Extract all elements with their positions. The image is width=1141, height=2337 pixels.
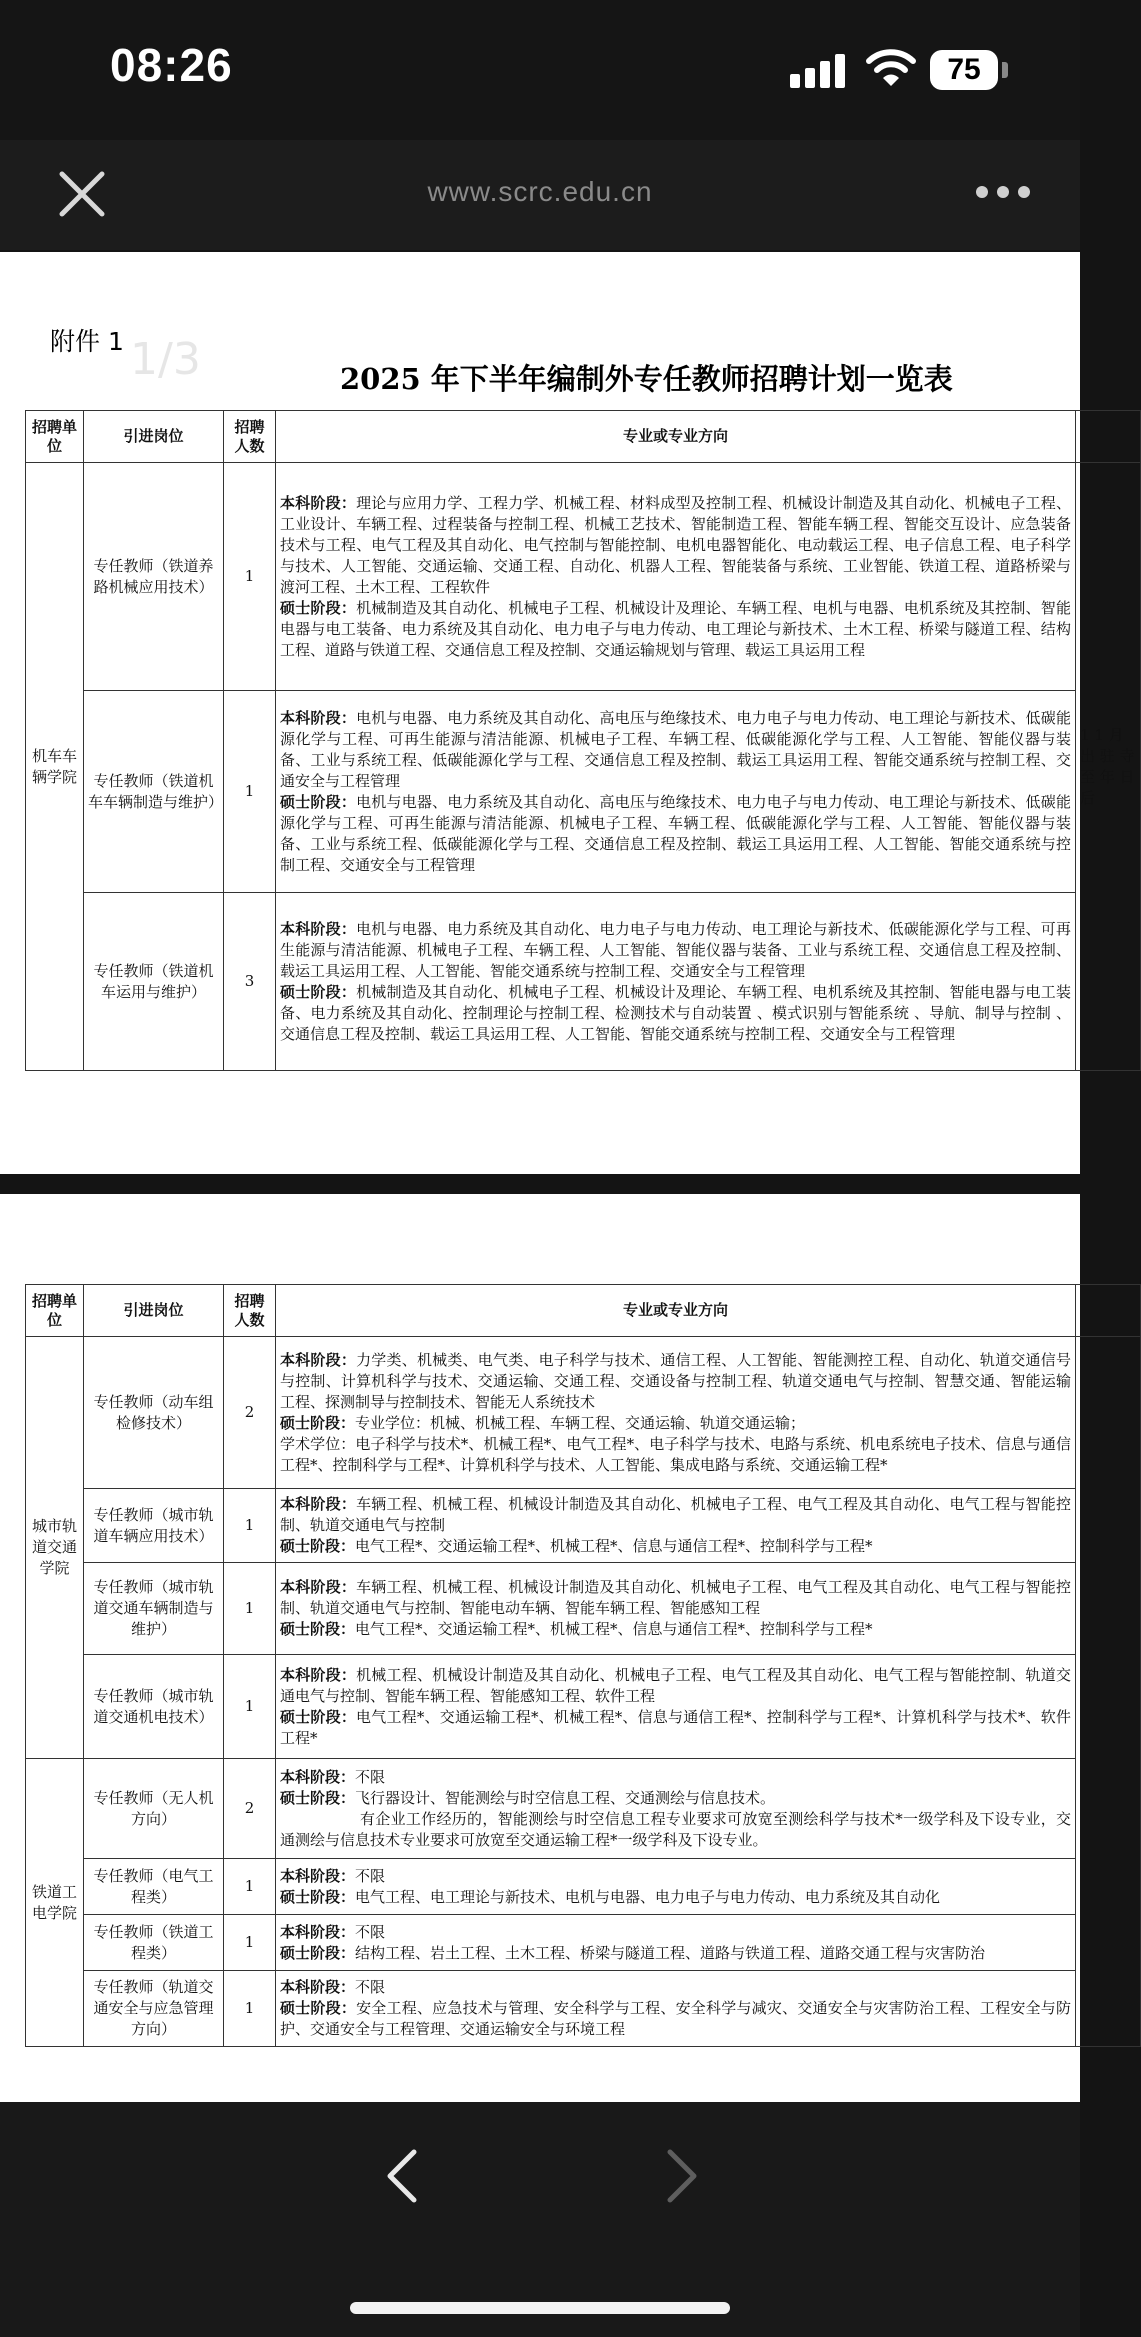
battery-tip: [1002, 62, 1008, 78]
major-cell: [276, 1655, 1076, 1759]
bachelor-label: 本科阶段：: [280, 1767, 356, 1786]
browser-toolbar: [0, 140, 1080, 250]
count-cell: 1: [224, 1859, 276, 1915]
count-cell: 1: [224, 1489, 276, 1563]
major-cell: [276, 1489, 1076, 1563]
post-cell: 专任教师（城市轨道车辆应用技术）: [84, 1489, 224, 1563]
bachelor-text: 车辆工程、机械工程、机械设计制造及其自动化、机械电子工程、电气工程及其自动化、电气工程与智能控制、轨道交通电气与控制、智能电动车辆、智能车辆工程、智能感知工程: [280, 1578, 1071, 1617]
table-row: [26, 463, 1141, 691]
bachelor-text: 不限: [355, 1866, 386, 1885]
clock: 08:26: [110, 39, 233, 91]
unit-cell: 机车车辆学院: [26, 463, 84, 1071]
page-indicator: 1/3: [130, 334, 201, 385]
table-row: [26, 1859, 1141, 1915]
master-label: 硕士阶段：: [280, 1413, 356, 1432]
bachelor-text: 电机与电器、电力系统及其自动化、电力电子与电力传动、电工理论与新技术、低碳能源化学与工程、可再生能源与清洁能源、机械电子工程、车辆工程、人工智能、智能仪器与装备、工业与系统工程、交通信息工程及控制、载运工具运用工程、人工智能、智能交通系统与控制工程、交通安全与工程管理: [280, 919, 1071, 980]
header-unit: 招聘单位: [26, 411, 84, 463]
master-text: 飞行器设计、智能测绘与时空信息工程、交通测绘与信息技术。: [355, 1788, 776, 1807]
post-cell: 专任教师（动车组检修技术）: [84, 1337, 224, 1489]
recruitment-table-1: [25, 410, 1141, 1071]
major-cell: [276, 691, 1076, 893]
post-cell: 专任教师（城市轨道交通车辆制造与维护）: [84, 1563, 224, 1655]
master-label: 硕士阶段：: [280, 1620, 356, 1638]
bachelor-label: 本科阶段：: [280, 919, 357, 938]
master-extra-text: 有企业工作经历的，智能测绘与时空信息工程专业要求可放宽至测绘科学与技术*一级学科及下设专业，交通测绘与信息技术专业要求可放宽至交通运输工程*一级学科及下设专业。: [280, 1809, 1071, 1849]
bachelor-text: 理论与应用力学、工程力学、机械工程、材料成型及控制工程、机械设计制造及其自动化、机械电子工程、工业设计、车辆工程、过程装备与控制工程、机械工艺技术、智能制造工程、智能车辆工程、智能交互设计、应急装备技术与工程、电气工程及其自动化、电气控制与智能控制、电机电器智能化、电动载运工程、电子信息工程、电子科学与技术、人工智能、交通运输、交通工程、自动化、机器人工程、智能装备与系统、工业智能、铁道工程、道路桥梁与渡河工程、土木工程、工程软件: [280, 493, 1071, 596]
master-label: 硕士阶段：: [280, 1887, 356, 1906]
count-cell: 2: [224, 1759, 276, 1859]
header-post: 引进岗位: [84, 1285, 224, 1337]
battery-icon: 75: [930, 50, 998, 90]
bachelor-label: 本科阶段：: [280, 1350, 357, 1369]
post-cell: 专任教师（铁道机车运用与维护）: [84, 893, 224, 1071]
count-cell: 3: [224, 893, 276, 1071]
count-cell: 2: [224, 1337, 276, 1489]
table-row: [26, 1563, 1141, 1655]
bachelor-label: 本科阶段：: [280, 1866, 356, 1885]
master-text: 机械制造及其自动化、机械电子工程、机械设计及理论、车辆工程、电机与电器、电机系统及其控制、智能电器与电工装备、电力系统及其自动化、电力电子与电力传动、电工理论与新技术、土木工程、桥梁与隧道工程、结构工程、道路与铁道工程、交通信息工程及控制、交通运输规划与管理、载运工具运用工程: [280, 598, 1071, 659]
count-cell: 1: [224, 1915, 276, 1971]
header-unit: 招聘单位: [26, 1285, 84, 1337]
extra-cell: 1 1 月 出 驻 寺 至 年 日 后: [1076, 463, 1141, 1071]
major-cell: [276, 893, 1076, 1071]
post-cell: 专任教师（铁道工程类）: [84, 1915, 224, 1971]
major-cell: [276, 463, 1076, 691]
previous-page-icon[interactable]: [384, 2148, 420, 2204]
header-post: 引进岗位: [84, 411, 224, 463]
master-text: 专业学位：机械、机械工程、车辆工程、交通运输、轨道交通运输；: [355, 1413, 806, 1432]
master-extra-text: 学术学位：电子科学与技术*、机械工程*、电气工程*、电子科学与技术、电路与系统、机电系统电子技术、信息与通信工程*、控制科学与工程*、计算机科学与技术、人工智能、集成电路与系统、交通运输工程*: [280, 1434, 1071, 1474]
header-extra: [1076, 411, 1141, 463]
table-row: [26, 1759, 1141, 1859]
annex-label: 附件 1: [50, 327, 124, 356]
post-cell: 专任教师（无人机方向）: [84, 1759, 224, 1859]
master-text: 电气工程*、交通运输工程*、机械工程*、信息与通信工程*、控制科学与工程*: [355, 1537, 873, 1555]
master-text: 电机与电器、电力系统及其自动化、高电压与绝缘技术、电力电子与电力传动、电工理论与新技术、低碳能源化学与工程、可再生能源与清洁能源、机械电子工程、车辆工程、低碳能源化学与工程、人工智能、智能仪器与装备、工业与系统工程、低碳能源化学与工程、交通信息工程及控制、载运工具运用工程、人工智能、智能交通系统与控制工程、交通安全与工程管理: [280, 792, 1071, 874]
master-text: 电气工程*、交通运输工程*、机械工程*、信息与通信工程*、控制科学与工程*、计算机科学与技术*、软件工程*: [280, 1707, 1071, 1747]
master-text: 结构工程、岩土工程、土木工程、桥梁与隧道工程、道路与铁道工程、道路交通工程与灾害防治: [355, 1943, 986, 1962]
master-label: 硕士阶段：: [280, 1707, 357, 1726]
bachelor-text: 力学类、机械类、电气类、电子科学与技术、通信工程、人工智能、智能测控工程、自动化、轨道交通信号与控制、计算机科学与技术、交通运输、交通工程、交通设备与控制工程、轨道交通电气与控制、智慧交通、智能运输工程、探测制导与控制技术、智能无人系统技术: [280, 1350, 1071, 1411]
count-cell: 1: [224, 691, 276, 893]
count-cell: 1: [224, 1655, 276, 1759]
major-cell: [276, 1563, 1076, 1655]
post-cell: 专任教师（电气工程类）: [84, 1859, 224, 1915]
bachelor-label: 本科阶段：: [280, 1978, 356, 1996]
table-row: [26, 893, 1141, 1071]
recruitment-table-2: [25, 1284, 1141, 2047]
bachelor-label: 本科阶段：: [280, 1922, 356, 1941]
major-cell: [276, 1337, 1076, 1489]
table-row: [26, 1337, 1141, 1489]
bachelor-text: 不限: [355, 1978, 386, 1996]
post-cell: 专任教师（铁道养路机械应用技术）: [84, 463, 224, 691]
bachelor-text: 电机与电器、电力系统及其自动化、高电压与绝缘技术、电力电子与电力传动、电工理论与新技术、低碳能源化学与工程、可再生能源与清洁能源、机械电子工程、车辆工程、低碳能源化学与工程、人工智能、智能仪器与装备、工业与系统工程、低碳能源化学与工程、交通信息工程及控制、载运工具运用工程、智能交通系统与控制工程、交通安全与工程管理: [280, 708, 1071, 790]
unit-cell: 铁道工电学院: [26, 1759, 84, 2047]
major-cell: [276, 1859, 1076, 1915]
bachelor-text: 不限: [355, 1922, 386, 1941]
header-extra: [1076, 1285, 1141, 1337]
major-cell: [276, 1759, 1076, 1859]
bachelor-text: 车辆工程、机械工程、机械设计制造及其自动化、机械电子工程、电气工程及其自动化、电气工程与智能控制、轨道交通电气与控制: [280, 1495, 1071, 1534]
master-label: 硕士阶段：: [280, 1943, 356, 1962]
count-cell: 1: [224, 1563, 276, 1655]
bachelor-label: 本科阶段：: [280, 493, 357, 512]
header-count: 招聘人数: [224, 411, 276, 463]
home-indicator[interactable]: [350, 2302, 730, 2314]
master-text: 电气工程、电工理论与新技术、电机与电器、电力电子与电力传动、电力系统及其自动化: [355, 1887, 941, 1906]
master-label: 硕士阶段：: [280, 598, 357, 617]
bachelor-label: 本科阶段：: [280, 1495, 357, 1513]
cellular-signal-icon: [790, 52, 846, 88]
master-label: 硕士阶段：: [280, 792, 357, 811]
major-cell: [276, 1971, 1076, 2047]
post-cell: 专任教师（铁道机车车辆制造与维护）: [84, 691, 224, 893]
count-cell: 1: [224, 1971, 276, 2047]
document-page-1: [0, 252, 1135, 1174]
header-count: 招聘人数: [224, 1285, 276, 1337]
bachelor-label: 本科阶段：: [280, 1665, 357, 1684]
bachelor-text: 不限: [355, 1767, 386, 1786]
master-label: 硕士阶段：: [280, 1788, 356, 1807]
document-page-2: [0, 1194, 1080, 2102]
table-row: [26, 1655, 1141, 1759]
wifi-icon: [866, 46, 916, 90]
count-cell: 1: [224, 463, 276, 691]
post-cell: 专任教师（轨道交通安全与应急管理方向）: [84, 1971, 224, 2047]
more-options-icon[interactable]: [976, 186, 1030, 200]
table-row: [26, 1489, 1141, 1563]
table-row: [26, 691, 1141, 893]
bachelor-label: 本科阶段：: [280, 1578, 357, 1596]
table-row: [26, 1971, 1141, 2047]
post-cell: 专任教师（城市轨道交通机电技术）: [84, 1655, 224, 1759]
bachelor-text: 机械工程、机械设计制造及其自动化、机械电子工程、电气工程及其自动化、电气工程与智能控制、轨道交通电气与控制、智能车辆工程、智能感知工程、软件工程: [280, 1665, 1071, 1705]
next-page-icon[interactable]: [664, 2148, 700, 2204]
master-label: 硕士阶段：: [280, 982, 357, 1001]
major-cell: [276, 1915, 1076, 1971]
document-title: 2025 年下半年编制外专任教师招聘计划一览表: [340, 362, 953, 396]
status-bar: [0, 0, 1080, 140]
url-text[interactable]: www.scrc.edu.cn: [427, 176, 653, 207]
master-label: 硕士阶段：: [280, 1999, 357, 2017]
master-label: 硕士阶段：: [280, 1537, 356, 1555]
unit-cell: 城市轨道交通学院: [26, 1337, 84, 1759]
extra-cell: [1076, 1337, 1141, 2047]
header-major: 专业或专业方向: [276, 1285, 1076, 1337]
master-text: 安全工程、应急技术与管理、安全科学与工程、安全科学与减灾、交通安全与灾害防治工程、工程安全与防护、交通安全与工程管理、交通运输安全与环境工程: [280, 1999, 1071, 2038]
master-text: 电气工程*、交通运输工程*、机械工程*、信息与通信工程*、控制科学与工程*: [355, 1620, 873, 1638]
header-major: 专业或专业方向: [276, 411, 1076, 463]
bachelor-label: 本科阶段：: [280, 708, 357, 727]
table-row: [26, 1915, 1141, 1971]
master-text: 机械制造及其自动化、机械电子工程、机械设计及理论、车辆工程、电机系统及其控制、智能电器与电工装备、电力系统及其自动化、控制理论与控制工程、检测技术与自动装置 、模式识别与智能系统 、导航、制导与控制 、交通信息工程及控制、载运工具运用工程、人工智能、智能交通系统与控制工程、交通安全与工程管理: [280, 982, 1071, 1043]
